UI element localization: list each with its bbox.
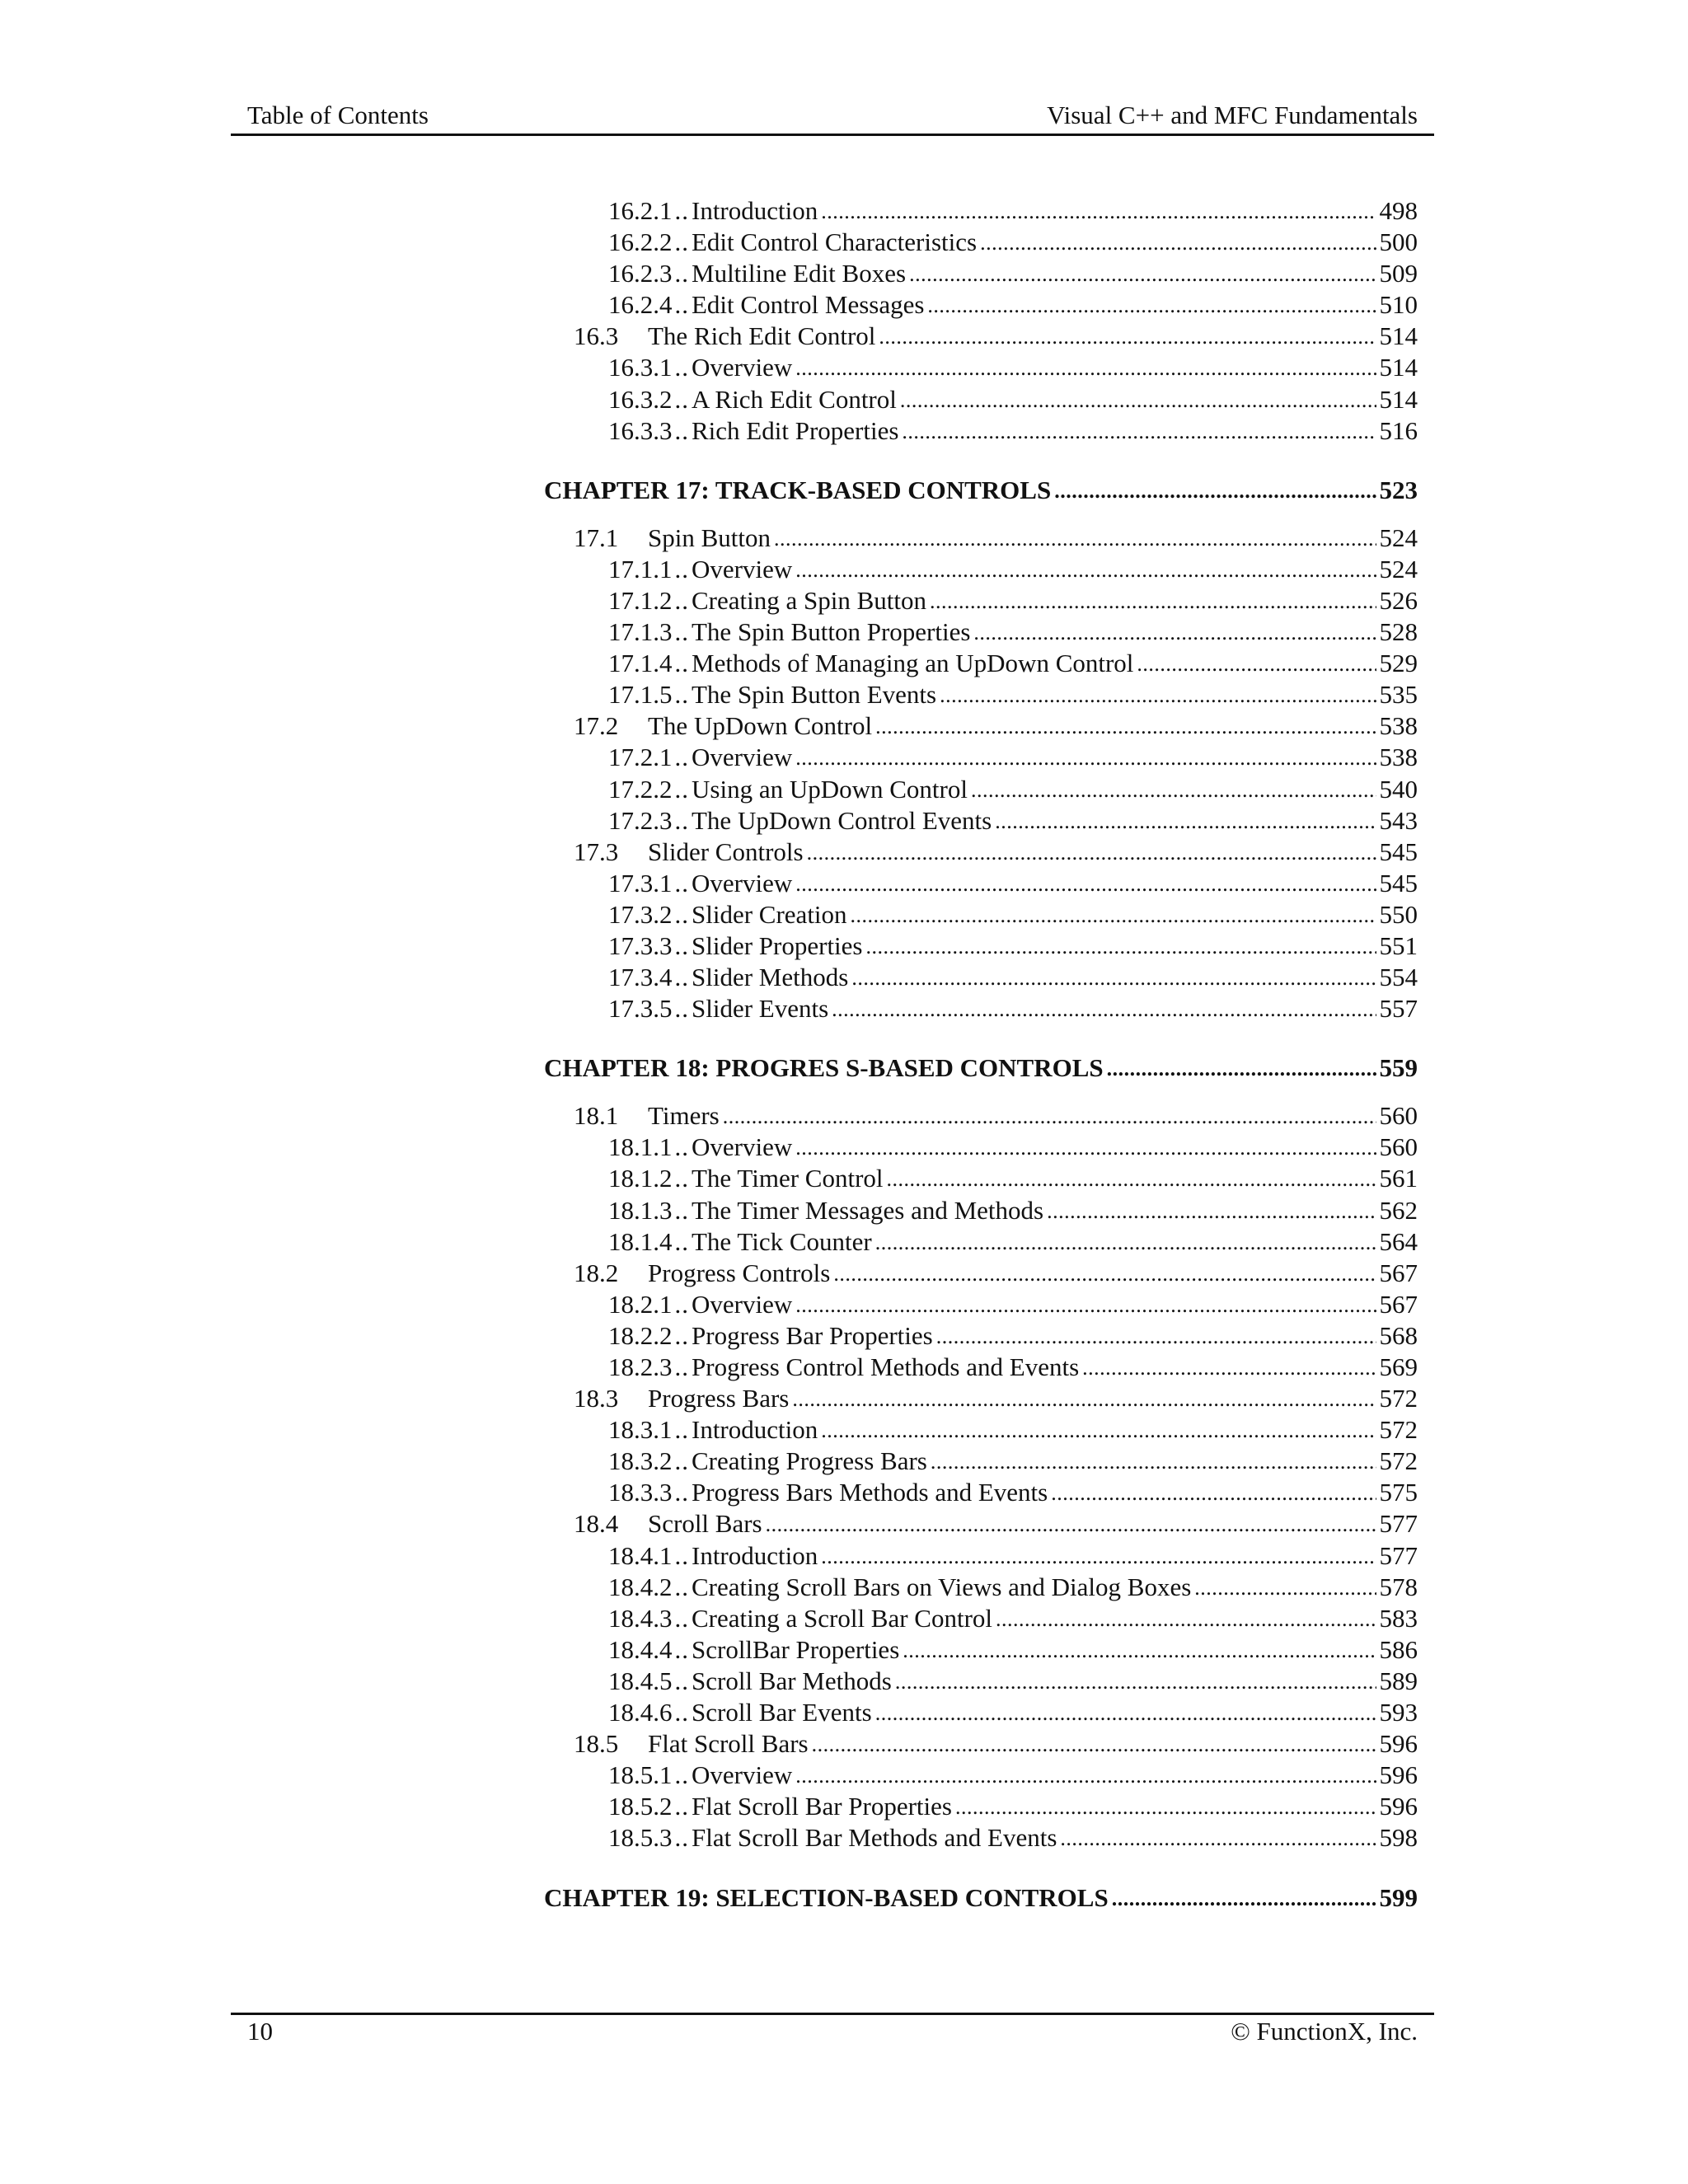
toc-dot-leader <box>980 234 1376 251</box>
toc-entry-number: 18.3 <box>574 1384 619 1413</box>
toc-leader-separator: .. <box>674 353 689 382</box>
toc-entry-title: Progress Controls <box>648 1258 831 1287</box>
toc-dot-leader <box>903 1642 1376 1658</box>
toc-leader-separator: .. <box>674 1698 689 1727</box>
toc-entry-number: 16.2.3 <box>608 259 673 288</box>
toc-leader-separator: .. <box>674 290 689 320</box>
toc-subsection-entry[interactable] <box>544 994 1434 1025</box>
toc-entry-title: Overview <box>692 1132 793 1162</box>
toc-entry-number: 18.2.3 <box>608 1352 673 1381</box>
toc-leader-separator: .. <box>674 1478 689 1507</box>
toc-entry-page: 500 <box>1379 227 1418 257</box>
toc-leader-separator: .. <box>674 868 689 898</box>
toc-dot-leader <box>1194 1579 1376 1596</box>
toc-subsection-entry[interactable] <box>544 1666 1434 1698</box>
toc-entry-number: 17.3.5 <box>608 994 673 1024</box>
toc-chapter-entry[interactable] <box>544 1053 1434 1090</box>
toc-dot-leader <box>875 718 1376 734</box>
toc-dot-leader <box>1107 1060 1376 1076</box>
toc-section-entry[interactable] <box>544 1258 1434 1290</box>
toc-entry-title: Edit Control Characteristics <box>692 227 978 257</box>
toc-entry-number: 16.3.2 <box>608 384 673 414</box>
toc-subsection-entry[interactable] <box>544 1698 1434 1729</box>
toc-dot-leader <box>971 781 1376 798</box>
toc-subsection-entry[interactable] <box>544 290 1434 321</box>
toc-dot-leader <box>931 1453 1376 1469</box>
toc-entry-page: 568 <box>1379 1320 1418 1350</box>
toc-entry-page: 498 <box>1379 196 1418 225</box>
toc-leader-separator: .. <box>674 1792 689 1821</box>
toc-leader-separator: .. <box>674 1760 689 1790</box>
toc-section-entry[interactable] <box>544 1384 1434 1415</box>
toc-entry-number: 16.3 <box>574 321 619 351</box>
toc-dot-leader <box>995 813 1376 829</box>
toc-subsection-entry[interactable] <box>544 259 1434 290</box>
toc-dot-leader <box>930 593 1376 609</box>
toc-dot-leader <box>955 1798 1376 1815</box>
toc-entry-number: 18.1 <box>574 1101 619 1131</box>
toc-entry-title: Introduction <box>692 196 818 225</box>
toc-dot-leader <box>766 1516 1376 1532</box>
toc-entry-title: CHAPTER 18: PROGRES S-BASED CONTROLS <box>544 1053 1104 1083</box>
toc-entry-number: 18.1.3 <box>608 1195 673 1225</box>
toc-subsection-entry[interactable] <box>544 1415 1434 1446</box>
toc-entry-page: 569 <box>1379 1352 1418 1381</box>
toc-entry-page: 526 <box>1379 585 1418 615</box>
toc-section-entry[interactable] <box>544 1101 1434 1132</box>
toc-subsection-entry[interactable] <box>544 649 1434 680</box>
toc-chapter-entry[interactable] <box>544 1883 1434 1919</box>
toc-entry-number: 18.5 <box>574 1729 619 1759</box>
toc-leader-separator: .. <box>674 930 689 960</box>
toc-dot-leader <box>940 687 1376 703</box>
toc-entry-title: Overview <box>692 353 793 382</box>
toc-entry-page: 557 <box>1379 994 1418 1024</box>
toc-dot-leader <box>879 328 1376 344</box>
toc-entry-page: 567 <box>1379 1258 1418 1287</box>
toc-entry-title: Overview <box>692 1760 793 1790</box>
toc-subsection-entry[interactable] <box>544 1164 1434 1195</box>
toc-entry-page: 596 <box>1379 1792 1418 1821</box>
toc-entry-title: The Timer Control <box>692 1164 884 1193</box>
toc-entry-number: 17.3.4 <box>608 963 673 992</box>
toc-entry-page: 514 <box>1379 353 1418 382</box>
toc-entry-number: 18.5.3 <box>608 1823 673 1853</box>
toc-entry-page: 538 <box>1379 711 1418 741</box>
toc-dot-leader <box>909 265 1376 282</box>
toc-subsection-entry[interactable] <box>544 353 1434 384</box>
toc-entry-page: 572 <box>1379 1415 1418 1445</box>
toc-entry-number: 18.1.4 <box>608 1226 673 1256</box>
toc-leader-separator: .. <box>674 1320 689 1350</box>
toc-entry-title: Slider Controls <box>648 837 804 866</box>
toc-entry-number: 17.1 <box>574 523 619 552</box>
toc-entry-page: 554 <box>1379 963 1418 992</box>
toc-section-entry[interactable] <box>544 321 1434 353</box>
toc-dot-leader <box>821 1548 1376 1564</box>
toc-dot-leader <box>807 844 1376 860</box>
toc-entry-title: Scroll Bar Methods <box>692 1666 892 1695</box>
toc-dot-leader <box>812 1736 1376 1752</box>
toc-entry-number: 16.2.2 <box>608 227 673 257</box>
toc-entry-number: 17.3.2 <box>608 899 673 929</box>
toc-entry-number: 18.1.2 <box>608 1164 673 1193</box>
toc-subsection-entry[interactable] <box>544 775 1434 806</box>
toc-subsection-entry[interactable] <box>544 806 1434 837</box>
toc-entry-title: Introduction <box>692 1415 818 1445</box>
toc-dot-leader <box>895 1673 1376 1690</box>
toc-entry-page: 575 <box>1379 1478 1418 1507</box>
toc-dot-leader <box>1054 482 1376 499</box>
toc-dot-leader <box>833 1265 1376 1282</box>
toc-entry-number: 17.1.1 <box>608 554 673 583</box>
toc-leader-separator: .. <box>674 1634 689 1664</box>
toc-entry-title: Progress Bar Properties <box>692 1320 933 1350</box>
table-of-contents <box>544 196 1434 1931</box>
toc-leader-separator: .. <box>674 585 689 615</box>
toc-entry-title: The Timer Messages and Methods <box>692 1195 1044 1225</box>
toc-entry-number: 17.2.3 <box>608 805 673 835</box>
toc-subsection-entry[interactable] <box>544 555 1434 586</box>
toc-subsection-entry[interactable] <box>544 586 1434 617</box>
toc-section-entry[interactable] <box>544 837 1434 869</box>
toc-entry-page: 523 <box>1379 475 1418 504</box>
toc-subsection-entry[interactable] <box>544 1792 1434 1823</box>
toc-entry-title: CHAPTER 17: TRACK-BASED CONTROLS <box>544 475 1052 504</box>
toc-section-entry[interactable] <box>544 711 1434 743</box>
toc-subsection-entry[interactable] <box>544 227 1434 259</box>
toc-dot-leader <box>832 1001 1376 1017</box>
toc-subsection-entry[interactable] <box>544 1635 1434 1666</box>
toc-leader-separator: .. <box>674 649 689 678</box>
toc-entry-number: 17.2 <box>574 711 619 741</box>
toc-entry-number: 18.2 <box>574 1258 619 1287</box>
toc-entry-page: 562 <box>1379 1195 1418 1225</box>
toc-entry-title: Creating a Spin Button <box>692 585 927 615</box>
toc-leader-separator: .. <box>674 680 689 710</box>
toc-subsection-entry[interactable] <box>544 900 1434 931</box>
toc-entry-title: Progress Bars Methods and Events <box>692 1478 1048 1507</box>
toc-leader-separator: .. <box>674 196 689 225</box>
toc-entry-page: 596 <box>1379 1729 1418 1759</box>
toc-entry-page: 586 <box>1379 1634 1418 1664</box>
toc-subsection-entry[interactable] <box>544 743 1434 774</box>
toc-entry-page: 577 <box>1379 1540 1418 1570</box>
toc-dot-leader <box>851 969 1376 986</box>
toc-leader-separator: .. <box>674 1195 689 1225</box>
toc-dot-leader <box>1060 1830 1376 1846</box>
header-section-title: Table of Contents <box>247 101 429 129</box>
toc-entry-number: 18.4.6 <box>608 1698 673 1727</box>
toc-subsection-entry[interactable] <box>544 385 1434 416</box>
toc-subsection-entry[interactable] <box>544 931 1434 963</box>
toc-entry-title: Multiline Edit Boxes <box>692 259 907 288</box>
toc-section-entry[interactable] <box>544 1509 1434 1540</box>
toc-entry-page: 540 <box>1379 774 1418 804</box>
toc-leader-separator: .. <box>674 1572 689 1601</box>
toc-subsection-entry[interactable] <box>544 1823 1434 1854</box>
toc-entry-number: 17.2.1 <box>608 743 673 772</box>
toc-dot-leader <box>723 1108 1376 1124</box>
toc-chapter-entry[interactable] <box>544 476 1434 512</box>
toc-entry-page: 572 <box>1379 1446 1418 1476</box>
toc-subsection-entry[interactable] <box>544 963 1434 994</box>
toc-entry-number: 18.4 <box>574 1509 619 1539</box>
toc-entry-page: 567 <box>1379 1289 1418 1319</box>
toc-leader-separator: .. <box>674 994 689 1024</box>
footer-copyright: © FunctionX, Inc. <box>1231 2017 1418 2046</box>
toc-entry-title: Introduction <box>692 1540 818 1570</box>
toc-entry-title: Edit Control Messages <box>692 290 925 320</box>
toc-dot-leader <box>936 1328 1376 1344</box>
toc-subsection-entry[interactable] <box>544 1572 1434 1604</box>
toc-dot-leader <box>902 423 1376 439</box>
toc-entry-title: CHAPTER 19: SELECTION-BASED CONTROLS <box>544 1882 1109 1912</box>
toc-entry-title: Slider Events <box>692 994 829 1024</box>
toc-entry-title: Overview <box>692 743 793 772</box>
toc-entry-title: The UpDown Control <box>648 711 873 741</box>
toc-entry-title: A Rich Edit Control <box>692 384 897 414</box>
toc-entry-page: 514 <box>1379 384 1418 414</box>
footer-page-number: 10 <box>247 2017 273 2046</box>
toc-entry-title: The Spin Button Events <box>692 680 937 710</box>
toc-leader-separator: .. <box>674 1823 689 1853</box>
toc-entry-page: 524 <box>1379 523 1418 552</box>
toc-entry-page: 516 <box>1379 415 1418 445</box>
toc-leader-separator: .. <box>674 1164 689 1193</box>
toc-dot-leader <box>795 359 1376 376</box>
toc-dot-leader <box>774 530 1376 546</box>
page-header <box>231 97 1434 136</box>
toc-entry-number: 17.3 <box>574 837 619 866</box>
toc-entry-page: 538 <box>1379 743 1418 772</box>
toc-entry-title: Methods of Managing an UpDown Control <box>692 649 1134 678</box>
toc-section-entry[interactable] <box>544 1729 1434 1760</box>
toc-dot-leader <box>875 1704 1376 1721</box>
toc-entry-title: The Rich Edit Control <box>648 321 876 351</box>
toc-dot-leader <box>1137 655 1376 672</box>
toc-entry-title: Creating Scroll Bars on Views and Dialog Boxes <box>692 1572 1192 1601</box>
toc-subsection-entry[interactable] <box>544 1321 1434 1352</box>
toc-entry-page: 560 <box>1379 1101 1418 1131</box>
toc-subsection-entry[interactable] <box>544 196 1434 227</box>
toc-entry-number: 16.3.1 <box>608 353 673 382</box>
toc-entry-title: Using an UpDown Control <box>692 774 968 804</box>
toc-dot-leader <box>795 875 1376 892</box>
toc-leader-separator: .. <box>674 554 689 583</box>
toc-entry-page: 598 <box>1379 1823 1418 1853</box>
toc-dot-leader <box>795 561 1376 578</box>
toc-subsection-entry[interactable] <box>544 1290 1434 1321</box>
toc-subsection-entry[interactable] <box>544 1541 1434 1572</box>
toc-entry-number: 18.5.2 <box>608 1792 673 1821</box>
toc-entry-title: Scroll Bars <box>648 1509 762 1539</box>
toc-leader-separator: .. <box>674 1540 689 1570</box>
toc-entry-page: 509 <box>1379 259 1418 288</box>
toc-entry-page: 510 <box>1379 290 1418 320</box>
toc-entry-title: The Tick Counter <box>692 1226 872 1256</box>
toc-subsection-entry[interactable] <box>544 1604 1434 1635</box>
toc-dot-leader <box>1082 1359 1376 1376</box>
toc-leader-separator: .. <box>674 1666 689 1695</box>
toc-entry-page: 564 <box>1379 1226 1418 1256</box>
toc-entry-number: 17.2.2 <box>608 774 673 804</box>
toc-leader-separator: .. <box>674 227 689 257</box>
toc-entry-page: 559 <box>1379 1053 1418 1083</box>
toc-dot-leader <box>795 1767 1376 1783</box>
toc-entry-page: 599 <box>1379 1882 1418 1912</box>
toc-entry-title: ScrollBar Properties <box>692 1634 900 1664</box>
toc-entry-title: Overview <box>692 554 793 583</box>
toc-subsection-entry[interactable] <box>544 1760 1434 1792</box>
toc-dot-leader <box>851 907 1376 923</box>
toc-subsection-entry[interactable] <box>544 1478 1434 1509</box>
toc-entry-page: 561 <box>1379 1164 1418 1193</box>
toc-entry-number: 18.3.1 <box>608 1415 673 1445</box>
toc-entry-title: Progress Bars <box>648 1384 790 1413</box>
toc-subsection-entry[interactable] <box>544 1132 1434 1164</box>
toc-entry-title: Slider Methods <box>692 963 849 992</box>
toc-entry-title: Rich Edit Properties <box>692 415 899 445</box>
toc-entry-number: 18.4.4 <box>608 1634 673 1664</box>
toc-entry-page: 543 <box>1379 805 1418 835</box>
toc-entry-number: 16.2.1 <box>608 196 673 225</box>
toc-entry-page: 529 <box>1379 649 1418 678</box>
toc-dot-leader <box>875 1234 1376 1250</box>
toc-entry-number: 18.1.1 <box>608 1132 673 1162</box>
toc-entry-page: 535 <box>1379 680 1418 710</box>
toc-dot-leader <box>866 938 1376 954</box>
toc-entry-page: 589 <box>1379 1666 1418 1695</box>
toc-entry-title: Flat Scroll Bar Methods and Events <box>692 1823 1057 1853</box>
toc-entry-title: Timers <box>648 1101 720 1131</box>
toc-entry-number: 16.3.3 <box>608 415 673 445</box>
toc-entry-page: 550 <box>1379 899 1418 929</box>
toc-subsection-entry[interactable] <box>544 1352 1434 1384</box>
toc-leader-separator: .. <box>674 1415 689 1445</box>
toc-entry-page: 577 <box>1379 1509 1418 1539</box>
toc-dot-leader <box>1112 1890 1376 1906</box>
toc-dot-leader <box>795 749 1376 766</box>
toc-entry-title: Progress Control Methods and Events <box>692 1352 1080 1381</box>
page-footer <box>231 2013 1434 2046</box>
toc-leader-separator: .. <box>674 259 689 288</box>
toc-entry-number: 18.2.1 <box>608 1289 673 1319</box>
toc-entry-page: 545 <box>1379 868 1418 898</box>
toc-entry-title: Overview <box>692 1289 793 1319</box>
toc-leader-separator: .. <box>674 963 689 992</box>
toc-entry-title: Scroll Bar Events <box>692 1698 872 1727</box>
toc-entry-page: 596 <box>1379 1760 1418 1790</box>
toc-leader-separator: .. <box>674 1446 689 1476</box>
toc-leader-separator: .. <box>674 1352 689 1381</box>
toc-leader-separator: .. <box>674 1226 689 1256</box>
toc-subsection-entry[interactable] <box>544 416 1434 448</box>
toc-entry-number: 17.1.5 <box>608 680 673 710</box>
toc-entry-number: 18.3.3 <box>608 1478 673 1507</box>
toc-dot-leader <box>1051 1484 1376 1501</box>
toc-entry-page: 551 <box>1379 930 1418 960</box>
toc-dot-leader <box>900 391 1376 408</box>
toc-entry-number: 16.2.4 <box>608 290 673 320</box>
toc-leader-separator: .. <box>674 805 689 835</box>
toc-entry-number: 17.3.3 <box>608 930 673 960</box>
toc-leader-separator: .. <box>674 743 689 772</box>
toc-dot-leader <box>927 297 1376 313</box>
toc-subsection-entry[interactable] <box>544 1446 1434 1478</box>
toc-entry-page: 593 <box>1379 1698 1418 1727</box>
toc-entry-page: 514 <box>1379 321 1418 351</box>
toc-entry-number: 17.3.1 <box>608 868 673 898</box>
toc-subsection-entry[interactable] <box>544 1227 1434 1258</box>
toc-dot-leader <box>887 1170 1376 1187</box>
toc-leader-separator: .. <box>674 384 689 414</box>
toc-entry-page: 572 <box>1379 1384 1418 1413</box>
toc-entry-page: 524 <box>1379 554 1418 583</box>
toc-entry-title: Spin Button <box>648 523 771 552</box>
toc-entry-title: The Spin Button Properties <box>692 617 971 647</box>
toc-entry-page: 560 <box>1379 1132 1418 1162</box>
toc-entry-title: Slider Properties <box>692 930 863 960</box>
toc-entry-number: 18.2.2 <box>608 1320 673 1350</box>
toc-leader-separator: .. <box>674 415 689 445</box>
toc-entry-title: Creating Progress Bars <box>692 1446 927 1476</box>
toc-leader-separator: .. <box>674 1603 689 1633</box>
toc-entry-title: Overview <box>692 868 793 898</box>
toc-entry-number: 17.1.4 <box>608 649 673 678</box>
toc-entry-page: 583 <box>1379 1603 1418 1633</box>
toc-entry-number: 18.4.5 <box>608 1666 673 1695</box>
toc-entry-page: 578 <box>1379 1572 1418 1601</box>
toc-dot-leader <box>821 203 1376 219</box>
toc-entry-number: 18.4.3 <box>608 1603 673 1633</box>
toc-entry-number: 17.1.3 <box>608 617 673 647</box>
toc-subsection-entry[interactable] <box>544 1196 1434 1227</box>
toc-entry-title: Slider Creation <box>692 899 847 929</box>
toc-dot-leader <box>795 1296 1376 1313</box>
toc-entry-page: 545 <box>1379 837 1418 866</box>
toc-entry-title: Creating a Scroll Bar Control <box>692 1603 993 1633</box>
toc-dot-leader <box>996 1610 1376 1627</box>
toc-dot-leader <box>795 1139 1376 1155</box>
toc-entry-title: Flat Scroll Bars <box>648 1729 809 1759</box>
header-book-title: Visual C++ and MFC Fundamentals <box>1047 101 1418 129</box>
toc-subsection-entry[interactable] <box>544 680 1434 711</box>
toc-entry-page: 528 <box>1379 617 1418 647</box>
toc-section-entry[interactable] <box>544 523 1434 555</box>
toc-entry-number: 18.5.1 <box>608 1760 673 1790</box>
toc-entry-title: Flat Scroll Bar Properties <box>692 1792 952 1821</box>
toc-leader-separator: .. <box>674 617 689 647</box>
toc-dot-leader <box>821 1422 1376 1438</box>
toc-dot-leader <box>973 624 1376 640</box>
toc-subsection-entry[interactable] <box>544 869 1434 900</box>
toc-leader-separator: .. <box>674 774 689 804</box>
toc-dot-leader <box>792 1390 1376 1407</box>
toc-entry-number: 18.4.1 <box>608 1540 673 1570</box>
toc-dot-leader <box>1047 1202 1376 1219</box>
toc-subsection-entry[interactable] <box>544 617 1434 649</box>
toc-leader-separator: .. <box>674 1132 689 1162</box>
toc-entry-number: 18.3.2 <box>608 1446 673 1476</box>
toc-entry-title: The UpDown Control Events <box>692 805 992 835</box>
toc-leader-separator: .. <box>674 899 689 929</box>
toc-leader-separator: .. <box>674 1289 689 1319</box>
toc-entry-number: 17.1.2 <box>608 585 673 615</box>
toc-entry-number: 18.4.2 <box>608 1572 673 1601</box>
